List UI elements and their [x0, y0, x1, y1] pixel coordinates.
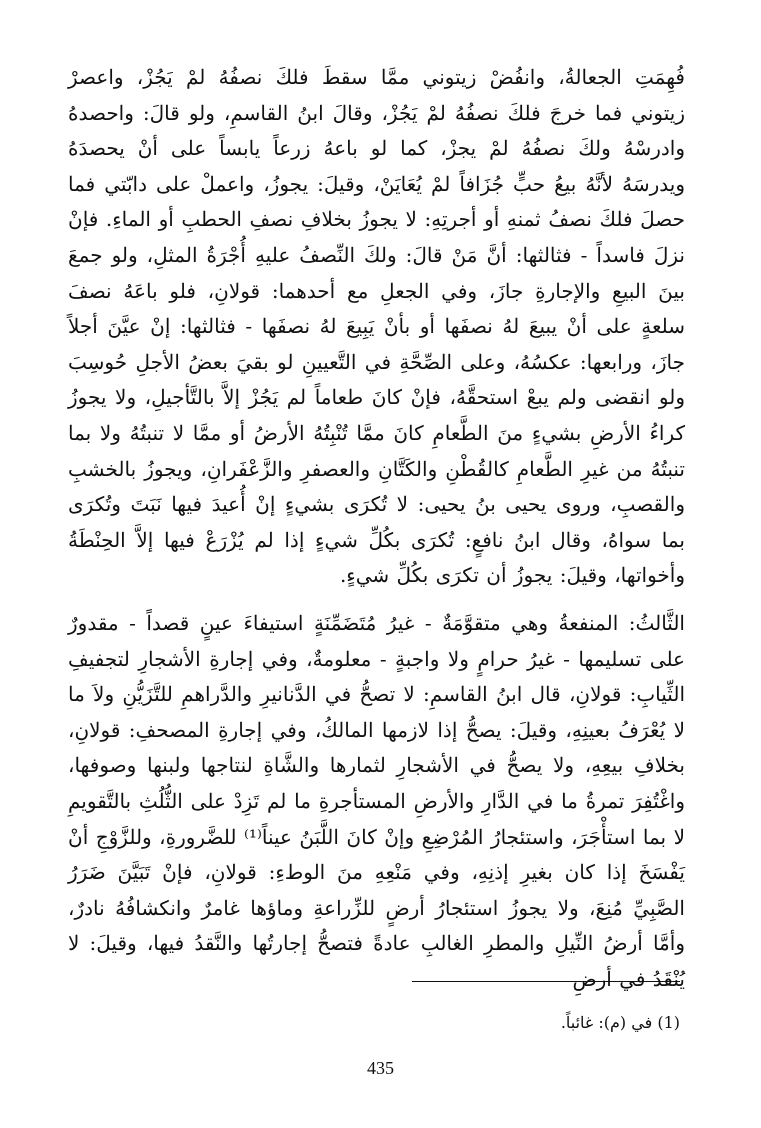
footnote: (1) في (م): غائباً. — [560, 1013, 680, 1032]
paragraph-2: الثَّالثُ: المنفعةُ وهي متقوَّمَةٌ - غيرُ مُتَضَمِّنَةٍ استيفاءَ عينٍ قصداً - مقدورٌ على تسليمها - غيرُ حرامٍ ولا واجبةٍ - معلومةٌ، وفي إجارةِ الأشجارِ لتجفيفِ الثِّيابِ: قولانِ، قال ابنُ القاسمِ: لا تصحُّ في الدَّنانيرِ والدَّراهمِ للتَّزَيُّنِ ولاَ ما لا يُعْرَفُ بعينِهِ، وقيلَ: يصحُّ إذا لازمها المالكُ، وفي إجارةِ المصحفِ: قولانِ، بخلافِ بيعِهِ، ولا يصحُّ في الأشجارِ لثمارها والشَّاةِ لنتاجها ولبنها وصوفها، واغْتُفِرَ تمرةُ ما في الدَّارِ والأرضِ المستأجرةِ ما لم تَزِدْ على الثُّلُثِ بالتَّقويمِ لا بما استأْجَرَ، واستئجارُ المُرْضِعِ وإنْ كانَ اللَّبَنُ عيناً⁽¹⁾ للضَّرورةِ، وللزَّوْجِ أنْ يَفْسَخَ إذا كان بغيرِ إذنِهِ، وفي مَنْعِهِ منَ الوطءِ: قولانِ، فإنْ تَبَيَّنَ ضَرَرُ الصَّبِيِّ مُنِعَ، ولا يجوزُ استئجارُ أرضٍ للزِّراعةِ وماؤها غامرٌ وانكشافُهُ نادرٌ، وأمَّا أرضُ النِّيلِ والمطرِ الغالبِ عادةً فتصحُّ إجارتُها والنَّقدُ فيها، وقيلَ: لا يُنْقَدُ في أرضِ — [68, 611, 685, 991]
page-number: 435 — [367, 1058, 394, 1078]
main-text-block-2 — [68, 606, 685, 998]
footnote-separator — [412, 981, 680, 982]
paragraph-1: فُهِمَتِ الجعالةُ، وانفُضْ زيتوني ممَّا سقطَ فلكَ نصفُهُ لمْ يَجُزْ، واعصرْ زيتوني فما خرجَ فلكَ نصفُهُ لمْ يَجُزْ، وقالَ ابنُ القاسمِ، ولو قالَ: واحصدهُ وادرسْهُ ولكَ نصفُهُ لمْ يجزْ، كما لو باعهُ زرعاً يابساً على أنْ يحصدَهُ ويدرسَهُ لأنَّهُ بيعُ حبٍّ جُزَافاً لمْ يُعَايَنْ، وقيلَ: يجوزُ، واعملْ على دابّتي فما حصلَ فلكَ نصفُ ثمنهِ أو أجرتِهِ: لا يجوزُ بخلافِ نصفِ الحطبِ أو الماءِ. فإنْ نزلَ فاسداً - فثالثها: أنَّ مَنْ قالَ: ولكَ النِّصفُ عليهِ أُجْرَةُ المثلِ، ولو جمعَ بينَ البيعِ والإجارةِ جازَ، وفي الجعلِ مع أحدهما: قولانِ، فلو باعَهُ نصفَ سلعةٍ على أنْ يبيعَ لهُ نصفَها أو بأنْ يَبِيعَ لهُ نصفَها - فثالثها: إنْ عيَّنَ أجلاً جازَ، ورابعها: عكسُهُ، وعلى الصِّحَّةِ في التَّعيينِ لو بقيَ بعضُ الأجلِ حُوسِبَ ولو انقضى ولم يبعْ استحقَّهُ، فإنْ كانَ طعاماً لم يَجُزْ إلاَّ بالتَّأجيلِ، ولا يجوزُ كراءُ الأرضِ بشيءٍ منَ الطَّعامِ كانَ ممَّا تُنْبِتُهُ الأرضُ أو ممَّا لا تنبتُهُ ولا بما تنبتُهُ من غيرِ الطَّعامِ كالقُطْنِ والكَتَّانِ والعصفرِ والزَّعْفَرانِ، ويجوزُ بالخشبِ والقصبِ، وروى يحيى بنُ يحيى: لا تُكرَى بشيءٍ إنْ أُعيدَ فيها نَبَتَ وتُكرَى بما سواهُ، وقال ابنُ نافعٍ: تُكرَى بكُلِّ شيءٍ إذا لم يُزْرَعْ فيها إلاَّ الحِنْطَةُ وأخواتها، وقيلَ: يجوزُ أن تكرَى بكُلِّ شيءٍ. — [68, 65, 686, 588]
main-text-block-1 — [68, 60, 685, 594]
